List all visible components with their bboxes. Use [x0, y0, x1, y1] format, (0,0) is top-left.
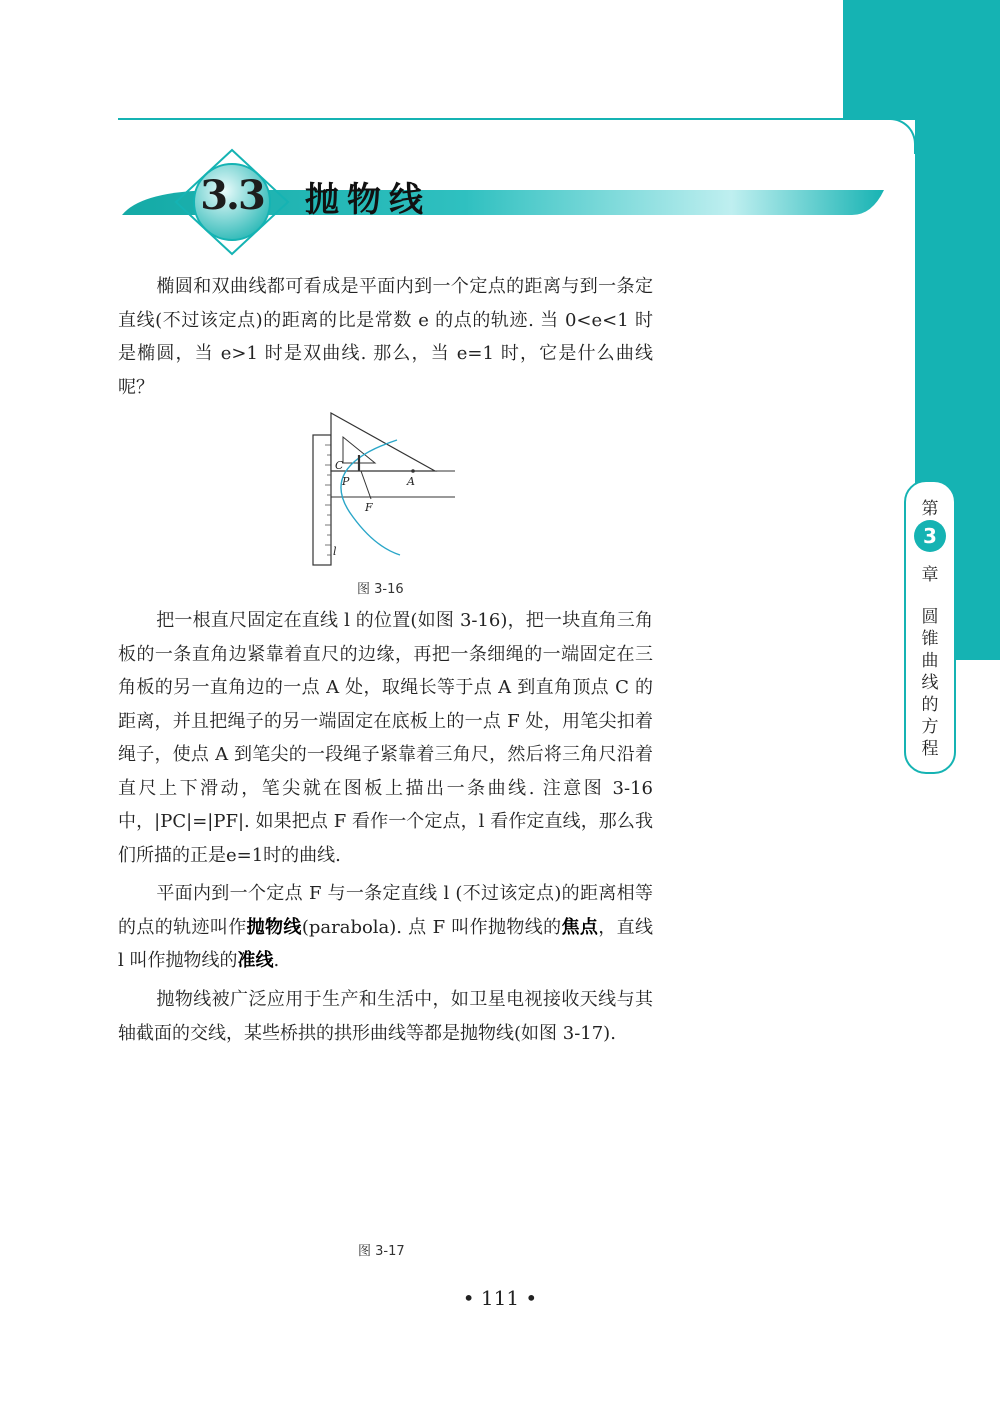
chapter-title-char: 锥: [921, 629, 939, 649]
set-square: [331, 413, 435, 471]
chapter-suffix: 章: [921, 565, 939, 585]
figure-caption: 图 3-16: [357, 582, 404, 597]
chapter-title-char: 程: [921, 739, 939, 759]
figure-3-16: [305, 405, 465, 575]
term-focus: 焦点: [561, 916, 599, 938]
chapter-number: 3: [914, 520, 946, 552]
section-title: 抛物线: [305, 180, 431, 220]
ruler: [313, 435, 331, 565]
paragraph-applications: 抛物线被广泛应用于生产和生活中，如卫星电视接收天线与其轴截面的交线，某些桥拱的拱形曲线等都是抛物线(如图 3-17).: [118, 989, 653, 1044]
paragraph-construction: 把一根直尺固定在直线 l 的位置(如图 3-16)，把一块直角三角板的一条直角边紧靠着直尺的边缘，再把一条细绳的一端固定在三角板的另一直角边的一点 A 处，取绳长等于点 A 到直角顶点 C 的距离，并且把绳子的另一端固定在底板上的一点 F 处，用笔尖扣着绳子，使点 A 到笔尖的一段绳子紧靠着三角尺，然后将三角尺沿着直尺上下滑动，笔尖就在图板上描出一条曲线. 注意图 3-16 中，|PC|=|PF|. 如果把点 F 看作一个定点，l 看作定直线，那么我们所描的正是e=1时的曲线.: [118, 610, 653, 866]
paragraph-intro: 椭圆和双曲线都可看成是平面内到一个定点的距离与到一条定直线(不过该定点)的距离的比是常数 e 的点的轨迹. 当 0<e<1 时是椭圆，当 e>1 时是双曲线. 那么，当 e=1 时，它是什么曲线呢？: [118, 276, 653, 398]
chapter-title-char: 圆: [921, 607, 939, 627]
label-p: P: [342, 475, 350, 488]
label-a: A: [407, 475, 415, 488]
figure-caption: 图 3-17: [358, 1244, 405, 1259]
term-directrix: 准线: [237, 950, 274, 971]
chapter-tab: [904, 480, 956, 774]
label-f: F: [365, 501, 373, 514]
point-a: [411, 469, 415, 473]
header-rule: [118, 118, 908, 120]
paragraph-definition: 平面内到一个定点 F 与一条定直线 l (不过该定点)的距离相等的点的轨迹叫作抛物线(parabola). 点 F 叫作抛物线的焦点，直线 l 叫作抛物线的准线.: [118, 883, 654, 971]
chapter-prefix: 第: [921, 499, 939, 519]
page-number: • 111 •: [462, 1286, 538, 1310]
label-c: C: [335, 459, 344, 472]
chapter-title-char: 方: [921, 717, 939, 737]
term-parabola: 抛物线: [246, 916, 302, 938]
chapter-title-char: 曲: [921, 651, 939, 671]
label-l: l: [333, 545, 337, 558]
chapter-title-char: 的: [921, 695, 939, 715]
string-pf: [361, 471, 371, 499]
section-number: 3.3: [200, 172, 264, 219]
chapter-title-char: 线: [921, 673, 939, 693]
